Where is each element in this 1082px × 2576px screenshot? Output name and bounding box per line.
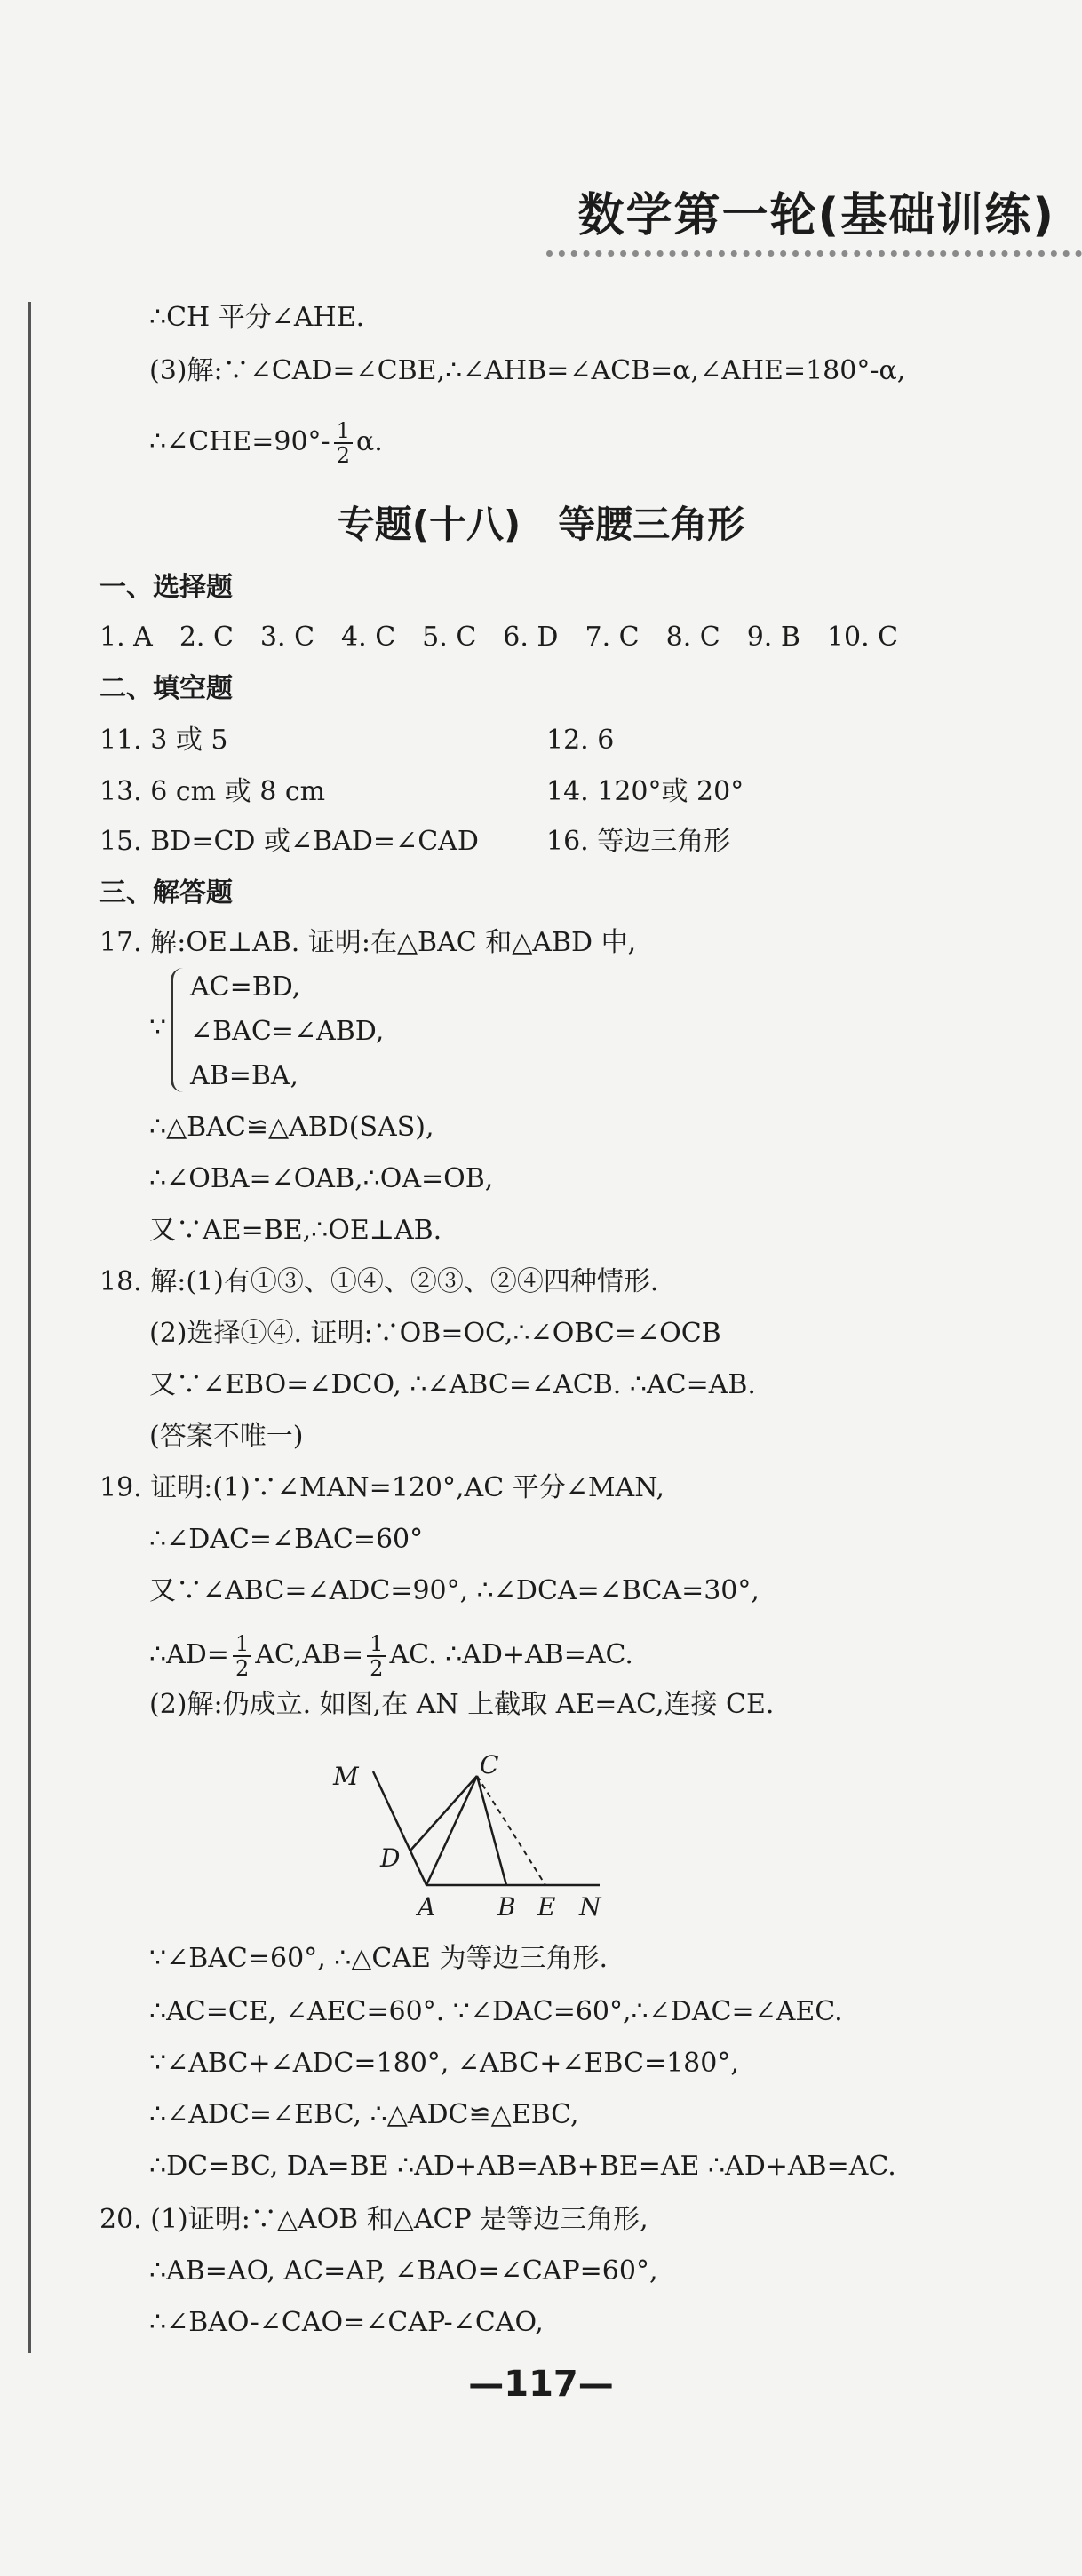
- fill-answer: 14. 120°或 20°: [546, 776, 744, 807]
- solution-line: ∵∠BAC=60°, ∴△CAE 为等边三角形.: [149, 1943, 609, 1974]
- margin-rule: [28, 302, 31, 2353]
- fraction: $\frac{1}{2}$: [334, 419, 353, 467]
- label-a: A: [418, 1892, 436, 1922]
- solution-line: 20. (1)证明:∵△AOB 和△ACP 是等边三角形,: [99, 2204, 648, 2235]
- solution-line: ∴AD= $\frac{1}{2}$ AC,AB= $\frac{1}{2}$ AC. ∴AD+AB=AC.: [149, 1631, 633, 1681]
- fill-answer: 16. 等边三角形: [546, 826, 731, 857]
- fill-answer: 11. 3 或 5: [99, 725, 228, 756]
- answer-line: (3)解:∵∠CAD=∠CBE,∴∠AHB=∠ACB=α,∠AHE=180°-α,: [149, 355, 906, 386]
- solution-line: ∴AB=AO, AC=AP, ∠BAO=∠CAP=60°,: [149, 2255, 658, 2287]
- fraction: $\frac{1}{2}$: [367, 1632, 386, 1680]
- part-heading: 三、解答题: [99, 877, 233, 908]
- fraction: $\frac{1}{2}$: [233, 1632, 251, 1680]
- answer-line: ∴CH 平分∠AHE.: [149, 302, 365, 333]
- choice-answers: 1. A 2. C 3. C 4. C 5. C 6. D 7. C 8. C 9. B 10. C: [99, 622, 899, 653]
- solution-line: 18. 解:(1)有①③、①④、②③、②④四种情形.: [99, 1266, 659, 1297]
- solution-line: ∴∠DAC=∠BAC=60°: [149, 1524, 424, 1555]
- system-brace: [171, 968, 189, 1092]
- segment-dc: [410, 1776, 477, 1851]
- page-number: —117—: [468, 2364, 614, 2405]
- segment-bc: [477, 1776, 506, 1885]
- geometry-figure: [329, 1745, 622, 1927]
- solution-line: ∴∠BAO-∠CAO=∠CAP-∠CAO,: [149, 2307, 544, 2338]
- because-symbol: ∵: [149, 1012, 167, 1043]
- solution-line: ∴∠ADC=∠EBC, ∴△ADC≌△EBC,: [149, 2099, 579, 2130]
- solution-line: ∵∠ABC+∠ADC=180°, ∠ABC+∠EBC=180°,: [149, 2048, 739, 2079]
- brace-line: AB=BA,: [190, 1060, 299, 1091]
- label-m: M: [333, 1762, 359, 1791]
- header-dotted-rule: [546, 250, 1082, 257]
- solution-line: 19. 证明:(1)∵∠MAN=120°,AC 平分∠MAN,: [99, 1472, 665, 1503]
- part-heading: 二、填空题: [99, 673, 233, 704]
- solution-line: (2)解:仍成立. 如图,在 AN 上截取 AE=AC,连接 CE.: [149, 1689, 775, 1720]
- brace-line: ∠BAC=∠ABD,: [190, 1016, 385, 1047]
- answer-text: α.: [355, 426, 383, 457]
- label-d: D: [380, 1843, 401, 1873]
- segment-ce-dashed: [477, 1776, 545, 1885]
- solution-line: 又∵AE=BE,∴OE⊥AB.: [149, 1215, 442, 1246]
- section-title: 专题(十八) 等腰三角形: [337, 503, 745, 546]
- answer-line: [149, 419, 383, 467]
- answer-text: ∴∠CHE=90°-: [149, 426, 330, 457]
- fill-answer: 13. 6 cm 或 8 cm: [99, 776, 326, 807]
- header-title: 数学第一轮(基础训练): [577, 189, 1055, 242]
- solution-line: 又∵∠ABC=∠ADC=90°, ∴∠DCA=∠BCA=30°,: [149, 1575, 760, 1606]
- segment-ac: [426, 1776, 477, 1885]
- label-e: E: [537, 1892, 556, 1922]
- label-b: B: [497, 1892, 516, 1922]
- solution-line: (答案不唯一): [149, 1421, 304, 1452]
- label-n: N: [579, 1892, 601, 1922]
- solution-line: 又∵∠EBO=∠DCO, ∴∠ABC=∠ACB. ∴AC=AB.: [149, 1369, 756, 1400]
- fill-answer: 15. BD=CD 或∠BAD=∠CAD: [99, 826, 479, 857]
- solution-line: ∴△BAC≌△ABD(SAS),: [149, 1112, 434, 1143]
- solution-line: ∴AC=CE, ∠AEC=60°. ∵∠DAC=60°,∴∠DAC=∠AEC.: [149, 1996, 843, 2027]
- part-heading: 一、选择题: [99, 572, 233, 603]
- solution-line: ∴DC=BC, DA=BE ∴AD+AB=AB+BE=AE ∴AD+AB=AC.: [149, 2151, 896, 2182]
- fill-answer: 12. 6: [546, 725, 615, 756]
- brace-line: AC=BD,: [190, 971, 301, 1003]
- solution-line: (2)选择①④. 证明:∵OB=OC,∴∠OBC=∠OCB: [149, 1318, 721, 1349]
- solution-line: 17. 解:OE⊥AB. 证明:在△BAC 和△ABD 中,: [99, 927, 637, 958]
- label-c: C: [480, 1750, 499, 1779]
- solution-line: ∴∠OBA=∠OAB,∴OA=OB,: [149, 1163, 494, 1194]
